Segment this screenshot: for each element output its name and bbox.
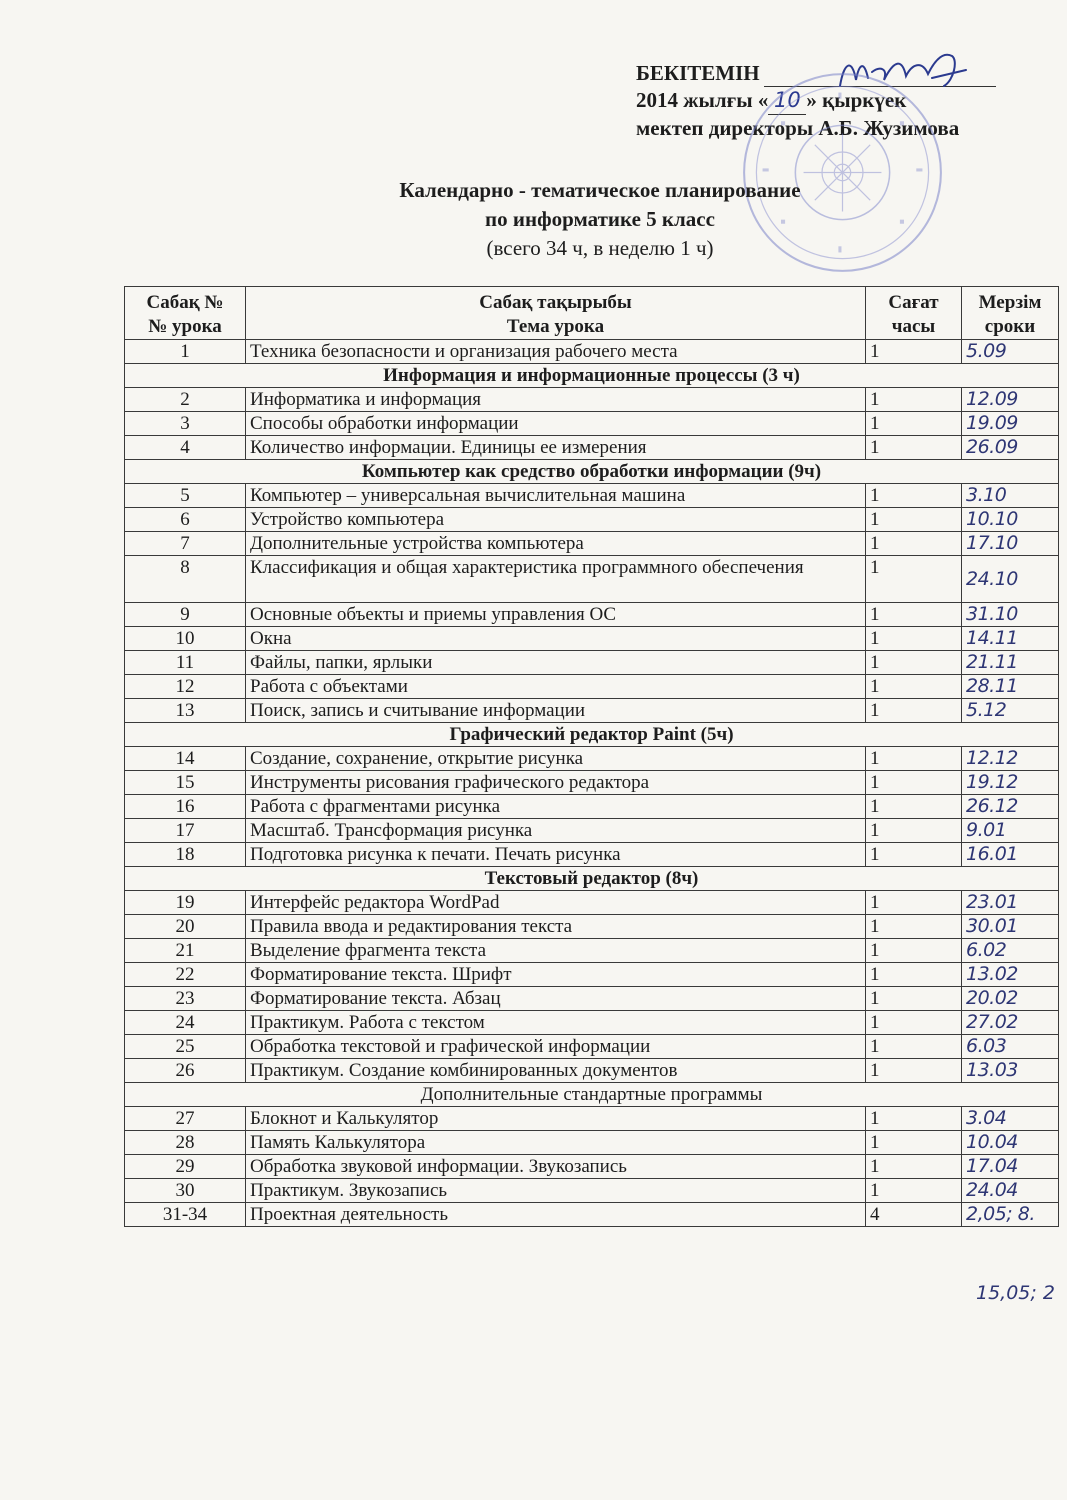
lesson-number: 11	[125, 651, 246, 675]
lesson-number: 22	[125, 963, 246, 987]
lesson-hours: 1	[866, 556, 962, 603]
lesson-number: 24	[125, 1011, 246, 1035]
section-row	[125, 364, 1059, 388]
lesson-number: 20	[125, 915, 246, 939]
lesson-hours: 1	[866, 795, 962, 819]
lesson-topic: Основные объекты и приемы управления ОС	[246, 603, 866, 627]
lesson-hours: 1	[866, 651, 962, 675]
lesson-hours: 1	[866, 388, 962, 412]
lesson-number: 17	[125, 819, 246, 843]
lesson-number: 23	[125, 987, 246, 1011]
lesson-date: 10.10	[962, 508, 1059, 532]
lesson-date: 26.12	[962, 795, 1059, 819]
lesson-number: 8	[125, 556, 246, 603]
table-row	[125, 675, 1059, 699]
approval-month: » қыркүек	[806, 88, 907, 112]
lesson-date: 6.02	[962, 939, 1059, 963]
title-line-3: (всего 34 ч, в неделю 1 ч)	[486, 236, 714, 260]
header-dates: Мерзім сроки	[962, 287, 1059, 340]
table-row	[125, 532, 1059, 556]
table-row	[125, 771, 1059, 795]
lesson-hours: 1	[866, 819, 962, 843]
table-row	[125, 603, 1059, 627]
lesson-hours: 1	[866, 603, 962, 627]
table-row	[125, 627, 1059, 651]
table-row	[125, 508, 1059, 532]
lesson-topic: Работа с фрагментами рисунка	[246, 795, 866, 819]
lesson-number: 27	[125, 1107, 246, 1131]
section-title: Компьютер как средство обработки информации (9ч)	[125, 460, 1059, 484]
extra-handwritten-date: 15,05; 2	[976, 1282, 1055, 1304]
lesson-topic: Количество информации. Единицы ее измерения	[246, 436, 866, 460]
lesson-date: 28.11	[962, 675, 1059, 699]
table-body	[125, 340, 1059, 1227]
table-header-row	[125, 287, 1059, 340]
lesson-hours: 1	[866, 987, 962, 1011]
lesson-number: 2	[125, 388, 246, 412]
lesson-date: 30.01	[962, 915, 1059, 939]
lesson-date: 12.12	[962, 747, 1059, 771]
lesson-number: 30	[125, 1179, 246, 1203]
table-row	[125, 556, 1059, 603]
table-row	[125, 1155, 1059, 1179]
lesson-number: 13	[125, 699, 246, 723]
lesson-hours: 1	[866, 699, 962, 723]
lesson-topic: Техника безопасности и организация рабочего места	[246, 340, 866, 364]
table-row	[125, 747, 1059, 771]
lesson-topic: Способы обработки информации	[246, 412, 866, 436]
table-row	[125, 484, 1059, 508]
lesson-hours: 1	[866, 771, 962, 795]
lesson-date: 10.04	[962, 1131, 1059, 1155]
lesson-topic: Подготовка рисунка к печати. Печать рисунка	[246, 843, 866, 867]
table-row	[125, 963, 1059, 987]
section-title: Текстовый редактор (8ч)	[125, 867, 1059, 891]
lesson-topic: Форматирование текста. Шрифт	[246, 963, 866, 987]
lesson-topic: Интерфейс редактора WordPad	[246, 891, 866, 915]
table-row	[125, 1179, 1059, 1203]
lesson-hours: 1	[866, 1011, 962, 1035]
lesson-date: 12.09	[962, 388, 1059, 412]
table-row	[125, 1059, 1059, 1083]
lesson-date: 17.10	[962, 532, 1059, 556]
lesson-date: 6.03	[962, 1035, 1059, 1059]
table-row	[125, 1035, 1059, 1059]
lesson-hours: 1	[866, 963, 962, 987]
table-row	[125, 939, 1059, 963]
table-row	[125, 388, 1059, 412]
lesson-date: 21.11	[962, 651, 1059, 675]
lesson-number: 18	[125, 843, 246, 867]
lesson-date: 14.11	[962, 627, 1059, 651]
lesson-topic: Поиск, запись и считывание информации	[246, 699, 866, 723]
lesson-date: 17.04	[962, 1155, 1059, 1179]
lesson-date: 31.10	[962, 603, 1059, 627]
table-row	[125, 1011, 1059, 1035]
approval-director: мектеп директоры А.Б. Жузимова	[636, 116, 960, 140]
lesson-hours: 1	[866, 1155, 962, 1179]
lesson-date: 5.09	[962, 340, 1059, 364]
lesson-number: 3	[125, 412, 246, 436]
lesson-topic: Обработка текстовой и графической информации	[246, 1035, 866, 1059]
lesson-number: 19	[125, 891, 246, 915]
lesson-hours: 1	[866, 1179, 962, 1203]
title-line-1: Календарно - тематическое планирование	[399, 178, 801, 202]
lesson-hours: 1	[866, 484, 962, 508]
lesson-date: 16.01	[962, 843, 1059, 867]
lesson-hours: 1	[866, 1107, 962, 1131]
lesson-topic: Файлы, папки, ярлыки	[246, 651, 866, 675]
lesson-date: 19.12	[962, 771, 1059, 795]
lesson-number: 6	[125, 508, 246, 532]
section-title: Информация и информационные процессы (3 ч)	[125, 364, 1059, 388]
lesson-hours: 1	[866, 1035, 962, 1059]
lesson-date: 24.04	[962, 1179, 1059, 1203]
lesson-topic: Память Калькулятора	[246, 1131, 866, 1155]
lesson-topic: Устройство компьютера	[246, 508, 866, 532]
lesson-date: 13.02	[962, 963, 1059, 987]
header-lesson-topic: Сабақ тақырыбы Тема урока	[246, 287, 866, 340]
section-row	[125, 723, 1059, 747]
table-row	[125, 795, 1059, 819]
lesson-date: 3.04	[962, 1107, 1059, 1131]
lesson-number: 15	[125, 771, 246, 795]
section-title: Дополнительные стандартные программы	[125, 1083, 1059, 1107]
lesson-number: 5	[125, 484, 246, 508]
table-row	[125, 1203, 1059, 1227]
lesson-topic: Окна	[246, 627, 866, 651]
lesson-topic: Правила ввода и редактирования текста	[246, 915, 866, 939]
lesson-topic: Классификация и общая характеристика программного обеспечения	[246, 556, 866, 603]
lesson-number: 7	[125, 532, 246, 556]
lesson-number: 4	[125, 436, 246, 460]
lesson-number: 16	[125, 795, 246, 819]
lesson-hours: 1	[866, 412, 962, 436]
approval-day: 10	[768, 87, 806, 115]
lesson-number: 10	[125, 627, 246, 651]
section-row	[125, 867, 1059, 891]
lesson-number: 14	[125, 747, 246, 771]
lesson-date: 3.10	[962, 484, 1059, 508]
section-title: Графический редактор Paint (5ч)	[125, 723, 1059, 747]
lesson-plan-table	[124, 286, 1059, 1227]
lesson-topic: Обработка звуковой информации. Звукозапись	[246, 1155, 866, 1179]
header-hours: Сағат часы	[866, 287, 962, 340]
lesson-topic: Блокнот и Калькулятор	[246, 1107, 866, 1131]
lesson-topic: Работа с объектами	[246, 675, 866, 699]
lesson-number: 26	[125, 1059, 246, 1083]
lesson-hours: 1	[866, 675, 962, 699]
lesson-number: 31-34	[125, 1203, 246, 1227]
lesson-date: 19.09	[962, 412, 1059, 436]
lesson-hours: 1	[866, 627, 962, 651]
table-row	[125, 915, 1059, 939]
table-row	[125, 987, 1059, 1011]
title-line-2: по информатике 5 класс	[485, 207, 715, 231]
lesson-hours: 1	[866, 747, 962, 771]
header-lesson-number: Сабақ № № урока	[125, 287, 246, 340]
lesson-topic: Практикум. Создание комбинированных документов	[246, 1059, 866, 1083]
table-row	[125, 340, 1059, 364]
table-row	[125, 436, 1059, 460]
lesson-number: 9	[125, 603, 246, 627]
lesson-date: 5.12	[962, 699, 1059, 723]
lesson-hours: 1	[866, 340, 962, 364]
lesson-hours: 1	[866, 1131, 962, 1155]
table-row	[125, 1131, 1059, 1155]
table-row	[125, 843, 1059, 867]
lesson-date: 9.01	[962, 819, 1059, 843]
table-row	[125, 651, 1059, 675]
lesson-hours: 1	[866, 436, 962, 460]
lesson-topic: Выделение фрагмента текста	[246, 939, 866, 963]
section-row	[125, 1083, 1059, 1107]
lesson-topic: Информатика и информация	[246, 388, 866, 412]
lesson-topic: Компьютер – универсальная вычислительная машина	[246, 484, 866, 508]
lesson-topic: Создание, сохранение, открытие рисунка	[246, 747, 866, 771]
lesson-hours: 1	[866, 891, 962, 915]
lesson-topic: Практикум. Звукозапись	[246, 1179, 866, 1203]
lesson-topic: Форматирование текста. Абзац	[246, 987, 866, 1011]
lesson-date: 20.02	[962, 987, 1059, 1011]
lesson-topic: Масштаб. Трансформация рисунка	[246, 819, 866, 843]
table-row	[125, 1107, 1059, 1131]
document-title	[0, 176, 1067, 263]
lesson-number: 25	[125, 1035, 246, 1059]
lesson-number: 1	[125, 340, 246, 364]
lesson-number: 12	[125, 675, 246, 699]
lesson-date: 23.01	[962, 891, 1059, 915]
lesson-number: 21	[125, 939, 246, 963]
lesson-hours: 1	[866, 508, 962, 532]
table-row	[125, 819, 1059, 843]
lesson-date: 26.09	[962, 436, 1059, 460]
lesson-topic: Проектная деятельность	[246, 1203, 866, 1227]
lesson-hours: 4	[866, 1203, 962, 1227]
section-row	[125, 460, 1059, 484]
lesson-hours: 1	[866, 1059, 962, 1083]
approval-word: БЕКІТЕМІН	[636, 61, 760, 85]
lesson-number: 28	[125, 1131, 246, 1155]
approval-year: 2014 жылғы «	[636, 88, 769, 112]
lesson-hours: 1	[866, 939, 962, 963]
lesson-topic: Дополнительные устройства компьютера	[246, 532, 866, 556]
table-row	[125, 412, 1059, 436]
lesson-topic: Инструменты рисования графического редактора	[246, 771, 866, 795]
lesson-number: 29	[125, 1155, 246, 1179]
lesson-date: 2,05; 8.	[962, 1203, 1059, 1227]
table-row	[125, 699, 1059, 723]
lesson-hours: 1	[866, 843, 962, 867]
lesson-date: 13.03	[962, 1059, 1059, 1083]
table-row	[125, 891, 1059, 915]
lesson-topic: Практикум. Работа с текстом	[246, 1011, 866, 1035]
lesson-date: 27.02	[962, 1011, 1059, 1035]
lesson-hours: 1	[866, 532, 962, 556]
lesson-date: 24.10	[962, 556, 1059, 603]
lesson-hours: 1	[866, 915, 962, 939]
